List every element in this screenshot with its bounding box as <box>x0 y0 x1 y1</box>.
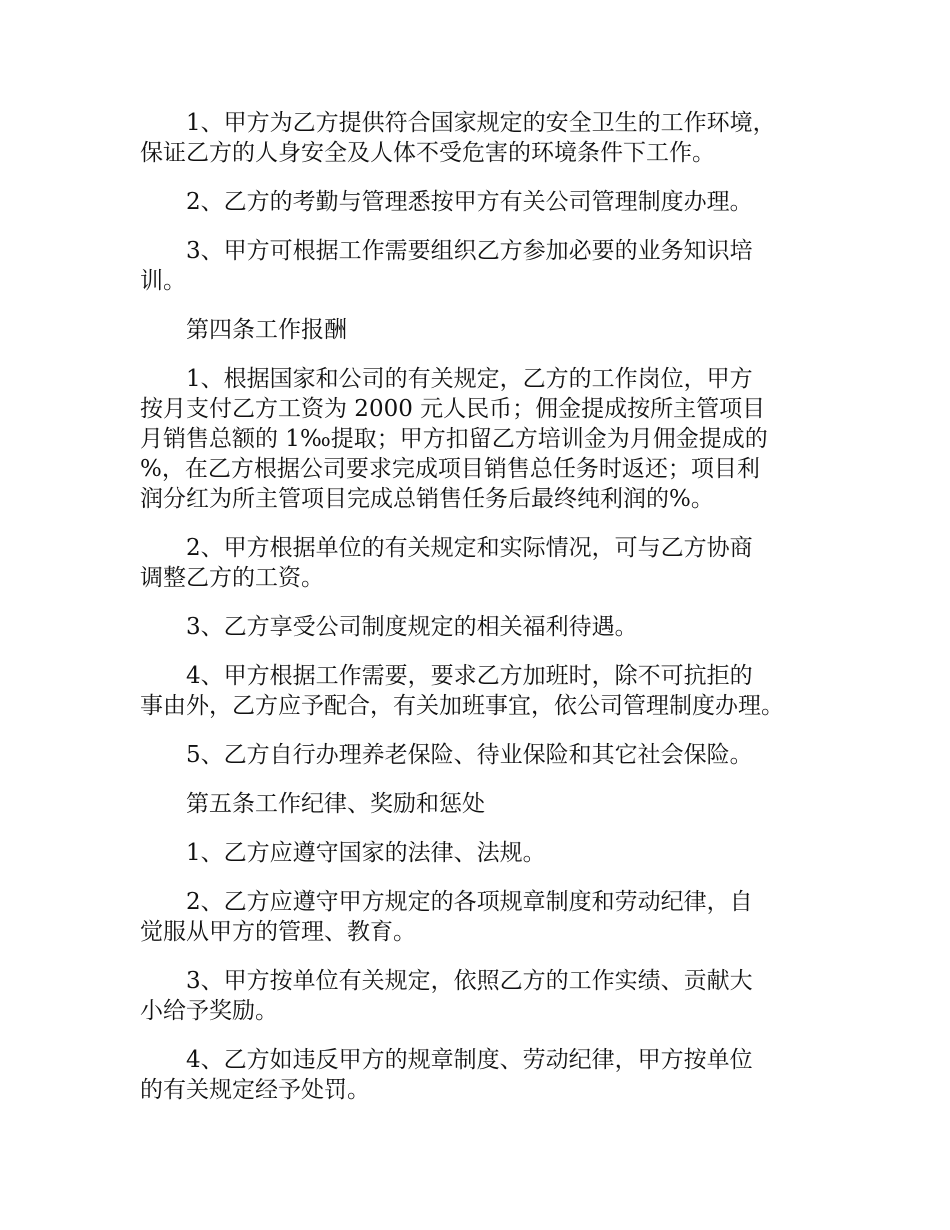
section-heading-article-5 <box>140 789 850 819</box>
paragraph-benefits <box>140 612 850 642</box>
text-line: 调整乙方的工资。 <box>140 565 324 591</box>
text-line: 月销售总额的 1‰提取；甲方扣留乙方培训金为月佣金提成的 <box>140 426 768 452</box>
paragraph-training <box>140 236 850 296</box>
text-line: 2、甲方根据单位的有关规定和实际情况，可与乙方协商 <box>186 535 753 561</box>
text-line: 3、乙方享受公司制度规定的相关福利待遇。 <box>186 614 638 640</box>
text-line: 训。 <box>140 268 186 294</box>
paragraph-salary-adjustment <box>140 533 850 593</box>
text-line: 小给予奖励。 <box>140 998 278 1024</box>
section-title: 第五条工作纪律、奖励和惩处 <box>186 791 485 817</box>
text-line: 按月支付乙方工资为 2000 元人民币；佣金提成按所主管项目 <box>140 396 766 422</box>
text-line: 2、乙方应遵守甲方规定的各项规章制度和劳动纪律，自 <box>186 889 753 915</box>
text-line: 3、甲方可根据工作需要组织乙方参加必要的业务知识培 <box>186 238 753 264</box>
paragraph-salary <box>140 364 850 514</box>
paragraph-attendance <box>140 187 850 217</box>
text-line: 5、乙方自行办理养老保险、待业保险和其它社会保险。 <box>186 742 753 768</box>
text-line: 4、甲方根据工作需要，要求乙方加班时，除不可抗拒的 <box>186 663 753 689</box>
paragraph-overtime <box>140 661 850 721</box>
paragraph-rules <box>140 887 850 947</box>
text-line: 保证乙方的人身安全及人体不受危害的环境条件下工作。 <box>140 140 715 166</box>
text-line: 4、乙方如违反甲方的规章制度、劳动纪律，甲方按单位 <box>186 1047 753 1073</box>
text-line: 3、甲方按单位有关规定，依照乙方的工作实绩、贡献大 <box>186 968 753 994</box>
paragraph-safety-environment <box>140 108 850 168</box>
section-heading-article-4 <box>140 315 850 345</box>
text-line: 1、甲方为乙方提供符合国家规定的安全卫生的工作环境， <box>186 110 776 136</box>
text-line: 1、根据国家和公司的有关规定，乙方的工作岗位，甲方 <box>186 366 753 392</box>
text-line: 的有关规定经予处罚。 <box>140 1077 370 1103</box>
paragraph-penalties <box>140 1045 850 1105</box>
text-line: 润分红为所主管项目完成总销售任务后最终纯利润的%。 <box>140 486 714 512</box>
text-line: %，在乙方根据公司要求完成项目销售总任务时返还；项目利 <box>140 456 760 482</box>
text-line: 事由外，乙方应予配合，有关加班事宜，依公司管理制度办理。 <box>140 693 784 719</box>
paragraph-laws <box>140 838 850 868</box>
text-line: 2、乙方的考勤与管理悉按甲方有关公司管理制度办理。 <box>186 189 753 215</box>
section-title: 第四条工作报酬 <box>186 317 347 343</box>
paragraph-insurance <box>140 740 850 770</box>
text-line: 1、乙方应遵守国家的法律、法规。 <box>186 840 546 866</box>
text-line: 觉服从甲方的管理、教育。 <box>140 919 416 945</box>
paragraph-rewards <box>140 966 850 1026</box>
